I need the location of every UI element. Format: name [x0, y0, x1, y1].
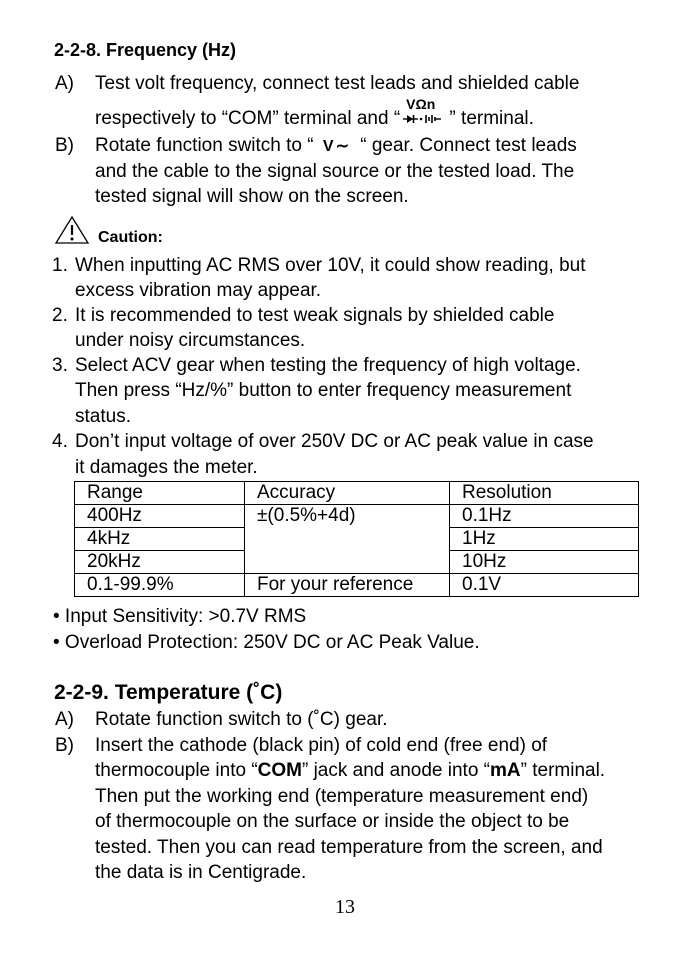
temp-step-b-label: B): [55, 735, 74, 756]
caution-item-4-line-2: it damages the meter.: [75, 457, 258, 478]
table-row: [75, 574, 639, 597]
step-b-line-2: and the cable to the signal source or the tested load. The: [95, 161, 575, 182]
caution-item-3-num: 3.: [52, 355, 68, 376]
step-b-label: B): [55, 135, 74, 156]
section-title-temperature: 2-2-9. Temperature (˚C): [54, 681, 283, 704]
header-resolution: Resolution: [450, 482, 639, 505]
caution-item-4-line-1: Don’t input voltage of over 250V DC or AC peak value in case: [75, 431, 594, 452]
caution-item-3-line-2: Then press “Hz/%” button to enter frequency measurement: [75, 380, 572, 401]
header-range: Range: [75, 482, 245, 505]
temp-step-b-line-4: of thermocouple on the surface or inside the object to be: [95, 811, 570, 832]
frequency-spec-table: [74, 481, 639, 597]
temp-step-a-label: A): [55, 709, 74, 730]
step-b-line-1-pre: Rotate function switch to “: [95, 135, 319, 156]
warning-triangle-icon: [54, 215, 90, 245]
temp-step-b-line-2-part-2: ” jack and anode into “: [301, 760, 490, 781]
cell-resolution: 1Hz: [450, 528, 639, 551]
step-b-line-1: [95, 135, 577, 157]
temp-step-b-line-5: tested. Then you can read temperature from the screen, and: [95, 837, 603, 858]
header-accuracy: Accuracy: [245, 482, 450, 505]
caution-item-1-line-1: When inputting AC RMS over 10V, it could show reading, but: [75, 255, 586, 276]
step-a-line-2: [95, 96, 534, 130]
cell-accuracy: For your reference: [245, 574, 450, 597]
caution-item-1-num: 1.: [52, 255, 68, 276]
cell-resolution: 0.1Hz: [450, 505, 639, 528]
page-number: 13: [335, 896, 355, 918]
cell-range: 0.1-99.9%: [75, 574, 245, 597]
terminal-symbol: [400, 96, 444, 124]
caution-item-3-line-1: Select ACV gear when testing the frequency of high voltage.: [75, 355, 581, 376]
temp-step-b-line-2-part-3: ” terminal.: [520, 760, 606, 781]
temp-step-b-line-1: Insert the cathode (black pin) of cold end (free end) of: [95, 735, 548, 756]
cell-resolution: 0.1V: [450, 574, 639, 597]
step-a-label: A): [55, 73, 74, 94]
bullet-input-sensitivity: • Input Sensitivity: >0.7V RMS: [53, 606, 307, 627]
caution-item-3-line-3: status.: [75, 406, 131, 427]
temp-step-b-line-3: Then put the working end (temperature measurement end): [95, 786, 589, 807]
terminal-symbol-text: VΩn: [406, 96, 436, 112]
table-row: [75, 505, 639, 528]
temp-step-b-line-2-part-1: thermocouple into “: [95, 760, 258, 781]
cell-range: 20kHz: [75, 551, 245, 574]
temp-step-a-line-1: Rotate function switch to (˚C) gear.: [95, 709, 388, 730]
caution-label: Caution:: [98, 229, 163, 246]
caution-item-4-num: 4.: [52, 431, 68, 452]
caution-item-2-line-1: It is recommended to test weak signals by shielded cable: [75, 305, 555, 326]
cell-accuracy-shared: ±(0.5%+4d): [245, 505, 450, 574]
cell-resolution: 10Hz: [450, 551, 639, 574]
step-a-line-2-post: ” terminal.: [444, 108, 534, 130]
section-title-frequency: 2-2-8. Frequency (Hz): [54, 40, 237, 60]
cell-range: 400Hz: [75, 505, 245, 528]
bullet-overload-protection: • Overload Protection: 250V DC or AC Peak Value.: [53, 632, 480, 653]
temp-step-b-line-2: [95, 760, 605, 782]
ma-terminal-label: mA: [490, 760, 521, 781]
caution-item-2-num: 2.: [52, 305, 68, 326]
caution-item-2-line-2: under noisy circumstances.: [75, 330, 306, 351]
temp-step-b-line-6: the data is in Centigrade.: [95, 862, 307, 883]
diode-battery-icon: [402, 114, 442, 124]
cell-range: 4kHz: [75, 528, 245, 551]
voltage-ac-gear-symbol: V∼: [322, 138, 351, 155]
caution-item-1-line-2: excess vibration may appear.: [75, 280, 322, 301]
step-b-line-3: tested signal will show on the screen.: [95, 186, 409, 207]
table-header-row: [75, 482, 639, 505]
step-b-line-1-post: “ gear. Connect test leads: [354, 135, 577, 156]
com-jack-label: COM: [257, 760, 302, 781]
step-a-line-1: Test volt frequency, connect test leads and shielded cable: [95, 73, 580, 94]
step-a-line-2-pre: respectively to “COM” terminal and “: [95, 108, 401, 130]
